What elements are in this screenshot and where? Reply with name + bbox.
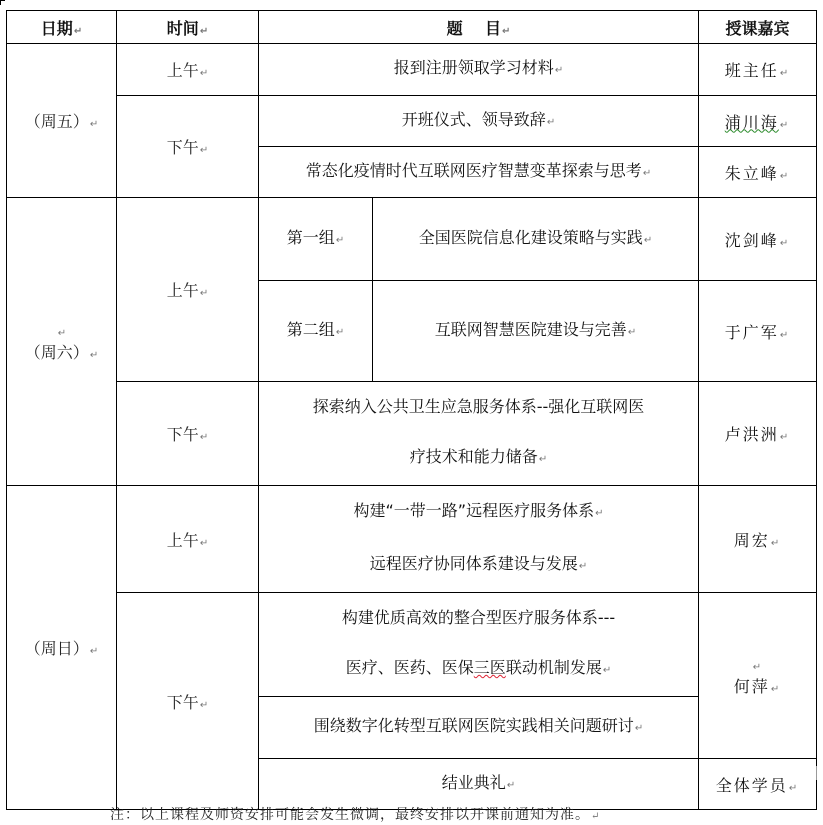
table-row xyxy=(7,486,817,593)
speaker-cell: 朱立峰↵ xyxy=(699,147,817,198)
header-speaker: 授课嘉宾 xyxy=(699,11,817,44)
topic-cell: 探索纳入公共卫生应急服务体系--强化互联网医 疗技术和能力储备↵ xyxy=(259,382,699,486)
day-saturday: ↵ （周六）↵ xyxy=(7,198,117,486)
topic-cell: 全国医院信息化建设策略与实践↵ xyxy=(373,198,699,281)
period-am: 上午↵ xyxy=(117,44,259,96)
day-sunday: （周日）↵ xyxy=(7,486,117,810)
group-cell: 第二组↵ xyxy=(259,281,373,382)
topic-cell: 结业典礼↵ xyxy=(259,759,699,810)
table-row xyxy=(7,382,817,486)
speaker-cell: 周宏↵ xyxy=(699,486,817,593)
period-pm: 下午↵ xyxy=(117,382,259,486)
topic-cell: 常态化疫情时代互联网医疗智慧变革探索与思考↵ xyxy=(259,147,699,198)
speaker-cell: ↵ 何萍↵ xyxy=(699,593,817,759)
speaker-cell: 浦川海↵ xyxy=(699,96,817,147)
header-topic: 题 目↵ xyxy=(259,11,699,44)
schedule-table xyxy=(6,10,817,810)
header-time: 时间↵ xyxy=(117,11,259,44)
topic-cell: 报到注册领取学习材料↵ xyxy=(259,44,699,96)
topic-cell: 开班仪式、领导致辞↵ xyxy=(259,96,699,147)
speaker-cell: 全体学员↵ xyxy=(699,759,817,810)
topic-cell: 互联网智慧医院建设与完善↵ xyxy=(373,281,699,382)
speaker-cell: 沈剑峰↵ xyxy=(699,198,817,281)
header-row xyxy=(7,11,817,44)
period-pm: 下午↵ xyxy=(117,96,259,198)
speaker-cell: 于广军↵ xyxy=(699,281,817,382)
period-pm: 下午↵ xyxy=(117,593,259,810)
footnote: 注：以上课程及师资安排可能会发生微调，最终安排以开课前通知为准。↵ xyxy=(110,807,601,823)
header-date: 日期↵ xyxy=(7,11,117,44)
table-row xyxy=(7,593,817,697)
table-row xyxy=(7,198,817,281)
topic-cell: 构建优质高效的整合型医疗服务体系--- 医疗、医药、医保三医联动机制发展↵ xyxy=(259,593,699,697)
day-friday: （周五）↵ xyxy=(7,44,117,198)
topic-cell: 构建“一带一路”远程医疗服务体系↵ 远程医疗协同体系建设与发展↵ xyxy=(259,486,699,593)
corner-mark xyxy=(0,0,5,5)
group-cell: 第一组↵ xyxy=(259,198,373,281)
table-row xyxy=(7,44,817,96)
period-am: 上午↵ xyxy=(117,198,259,382)
period-am: 上午↵ xyxy=(117,486,259,593)
speaker-cell: 班主任↵ xyxy=(699,44,817,96)
margin-mark xyxy=(816,766,823,780)
table-row xyxy=(7,96,817,147)
speaker-cell: 卢洪洲↵ xyxy=(699,382,817,486)
topic-cell: 围绕数字化转型互联网医院实践相关问题研讨↵ xyxy=(259,697,699,759)
